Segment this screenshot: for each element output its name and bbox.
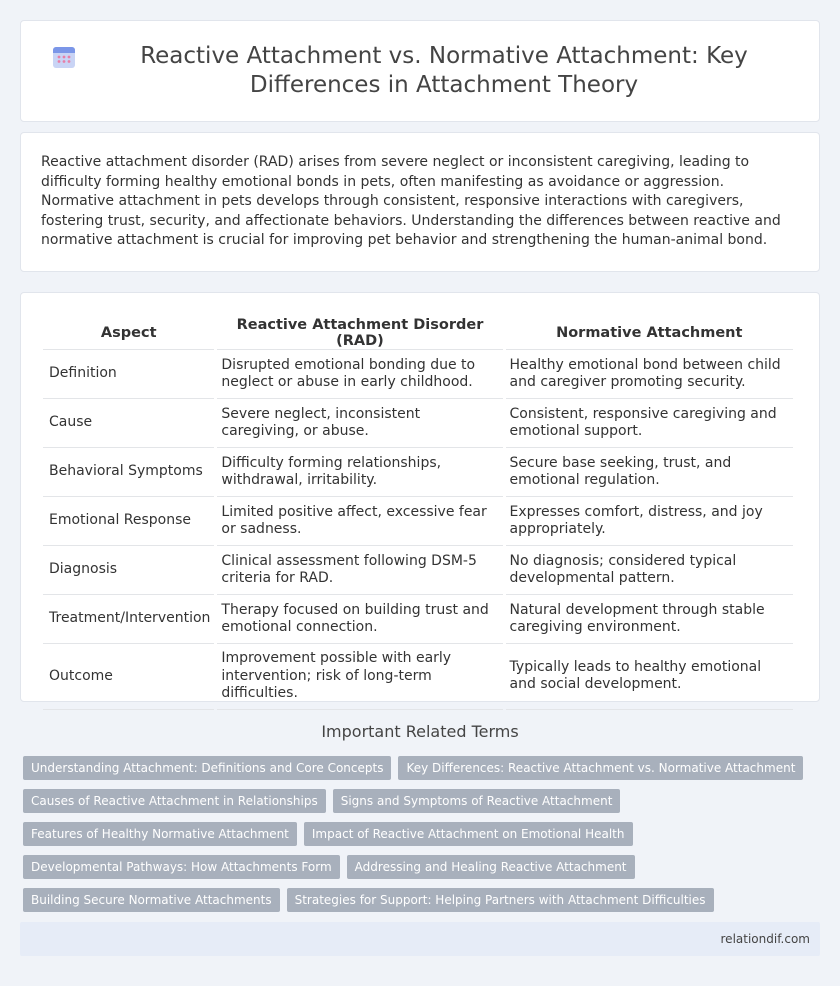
footer-bar: [20, 922, 820, 956]
page-title: Reactive Attachment vs. Normative Attachment: Key Differences in Attachment Theory: [140, 43, 748, 98]
table-row: [43, 595, 793, 644]
table-row: [43, 644, 793, 710]
table-cell-rad: Severe neglect, inconsistent caregiving, or abuse.: [217, 399, 502, 448]
related-terms-title: Important Related Terms: [321, 722, 519, 741]
table-header-row: [43, 313, 793, 350]
related-term-link[interactable]: Addressing and Healing Reactive Attachment: [347, 855, 635, 879]
table-cell-aspect: Cause: [43, 399, 214, 448]
related-terms-list: [23, 756, 823, 921]
related-term-link[interactable]: Impact of Reactive Attachment on Emotional Health: [304, 822, 633, 846]
table-cell-normative: Consistent, responsive caregiving and emotional support.: [506, 399, 793, 448]
related-term-link[interactable]: Understanding Attachment: Definitions and Core Concepts: [23, 756, 391, 780]
table-cell-rad: Difficulty forming relationships, withdrawal, irritability.: [217, 448, 502, 497]
column-header-aspect: Aspect: [43, 313, 214, 350]
column-header-rad: Reactive Attachment Disorder (RAD): [217, 313, 502, 350]
table-row: [43, 350, 793, 399]
table-cell-aspect: Behavioral Symptoms: [43, 448, 214, 497]
footer-site-link[interactable]: relationdif.com: [720, 932, 810, 946]
header-card: [20, 20, 820, 122]
table-cell-normative: Typically leads to healthy emotional and social development.: [506, 644, 793, 710]
table-row: [43, 448, 793, 497]
table-cell-rad: Clinical assessment following DSM-5 criteria for RAD.: [217, 546, 502, 595]
table-cell-rad: Limited positive affect, excessive fear or sadness.: [217, 497, 502, 546]
table-cell-normative: Natural development through stable caregiving environment.: [506, 595, 793, 644]
table-cell-aspect: Treatment/Intervention: [43, 595, 214, 644]
table-cell-normative: Healthy emotional bond between child and caregiver promoting security.: [506, 350, 793, 399]
table-cell-aspect: Emotional Response: [43, 497, 214, 546]
table-cell-rad: Improvement possible with early intervention; risk of long-term difficulties.: [217, 644, 502, 710]
related-term-link[interactable]: Building Secure Normative Attachments: [23, 888, 280, 912]
related-term-link[interactable]: Developmental Pathways: How Attachments Form: [23, 855, 340, 879]
related-term-link[interactable]: Key Differences: Reactive Attachment vs. Normative Attachment: [398, 756, 803, 780]
intro-card: [20, 132, 820, 272]
related-term-link[interactable]: Features of Healthy Normative Attachment: [23, 822, 297, 846]
related-term-link[interactable]: Signs and Symptoms of Reactive Attachment: [333, 789, 621, 813]
table-cell-aspect: Diagnosis: [43, 546, 214, 595]
comparison-table-card: [20, 292, 820, 702]
table-row: [43, 399, 793, 448]
table-cell-normative: Expresses comfort, distress, and joy appropriately.: [506, 497, 793, 546]
table-cell-normative: Secure base seeking, trust, and emotional regulation.: [506, 448, 793, 497]
calendar-grid-icon: [51, 44, 77, 70]
table-cell-normative: No diagnosis; considered typical developmental pattern.: [506, 546, 793, 595]
table-cell-aspect: Definition: [43, 350, 214, 399]
column-header-normative: Normative Attachment: [506, 313, 793, 350]
intro-paragraph: Reactive attachment disorder (RAD) arises from severe neglect or inconsistent caregiving, leading to difficulty forming healthy emotional bonds in pets, often manifesting as avoidance or aggression. Normative attachment in pets develops through consistent, responsive interactions with caregivers, fostering trust, security, and affectionate behaviors. Understanding the differences between reactive and normative attachment is crucial for improving pet behavior and strengthening the human-animal bond.: [41, 154, 781, 248]
comparison-table: [40, 313, 796, 710]
table-row: [43, 497, 793, 546]
related-term-link[interactable]: Strategies for Support: Helping Partners with Attachment Difficulties: [287, 888, 714, 912]
related-term-link[interactable]: Causes of Reactive Attachment in Relationships: [23, 789, 326, 813]
table-cell-rad: Therapy focused on building trust and emotional connection.: [217, 595, 502, 644]
table-row: [43, 546, 793, 595]
table-cell-rad: Disrupted emotional bonding due to neglect or abuse in early childhood.: [217, 350, 502, 399]
table-cell-aspect: Outcome: [43, 644, 214, 710]
